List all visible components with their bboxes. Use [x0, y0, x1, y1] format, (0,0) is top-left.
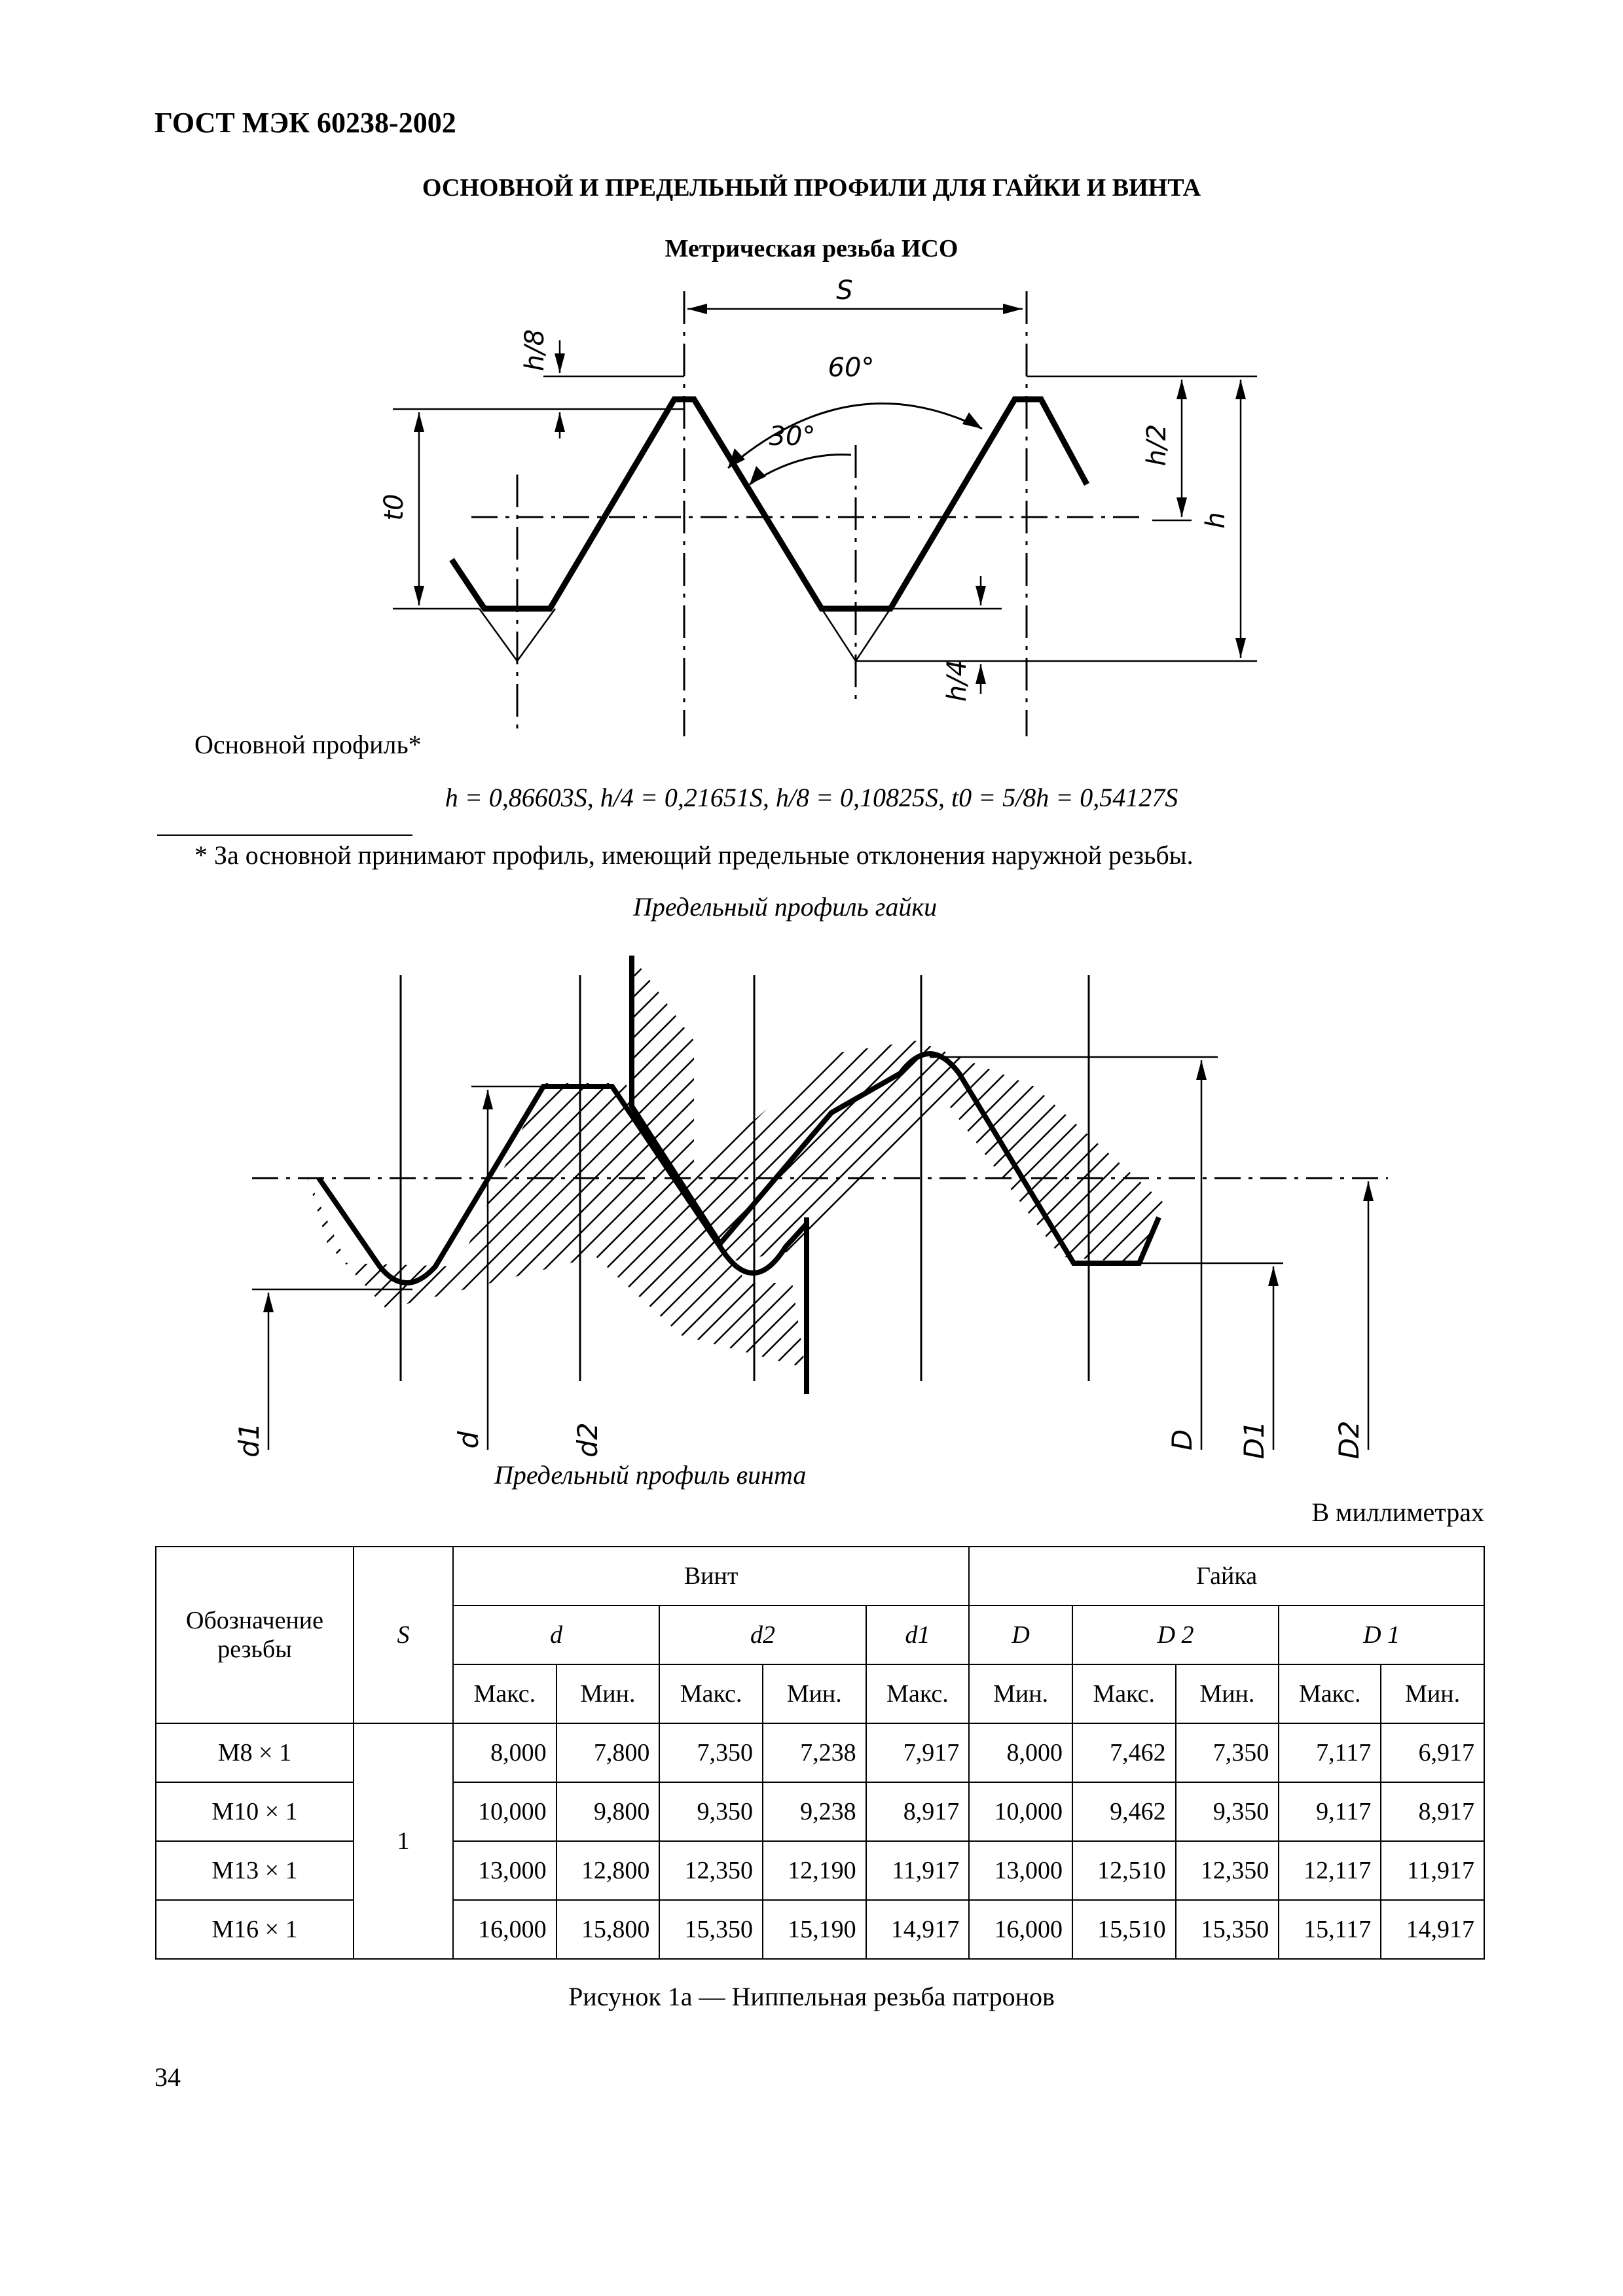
- cell: 12,117: [1279, 1841, 1381, 1900]
- min-header: Мин.: [969, 1664, 1072, 1723]
- cell: 12,350: [1176, 1841, 1279, 1900]
- limit-profile-diagram: [0, 916, 1623, 1486]
- dim-D-label: D: [1166, 1429, 1198, 1451]
- nut-profile-title: Предельный профиль гайки: [633, 892, 938, 922]
- col-designation-header: Обозначение резьбы: [156, 1547, 354, 1723]
- row-designation: M16 × 1: [156, 1900, 354, 1959]
- cell: 7,350: [659, 1723, 763, 1782]
- min-header: Мин.: [1176, 1664, 1279, 1723]
- cell: 14,917: [1381, 1900, 1484, 1959]
- dim-D1-label: D1: [1238, 1420, 1270, 1460]
- cell: 12,350: [659, 1841, 763, 1900]
- document-header: ГОСТ МЭК 60238-2002: [155, 107, 456, 139]
- cell: 6,917: [1381, 1723, 1484, 1782]
- units-label: В миллиметрах: [1311, 1498, 1484, 1527]
- angle-30-label: 30°: [769, 422, 816, 452]
- cell: 15,350: [659, 1900, 763, 1959]
- cell: 12,510: [1072, 1841, 1176, 1900]
- cell: 9,117: [1279, 1782, 1381, 1841]
- min-header: Мин.: [1381, 1664, 1484, 1723]
- basic-profile-caption: Основной профиль*: [194, 730, 422, 759]
- cell: 8,000: [453, 1723, 556, 1782]
- cell: 7,800: [556, 1723, 660, 1782]
- cell: 8,917: [866, 1782, 970, 1841]
- max-header: Макс.: [453, 1664, 556, 1723]
- screw-profile-title: Предельный профиль винта: [494, 1460, 807, 1490]
- section-title: ОСНОВНОЙ И ПРЕДЕЛЬНЫЙ ПРОФИЛИ ДЛЯ ГАЙКИ И ВИНТА: [422, 174, 1201, 202]
- cell: 7,350: [1176, 1723, 1279, 1782]
- cell: 14,917: [866, 1900, 970, 1959]
- group-screw-header: Винт: [453, 1547, 969, 1605]
- cell: 15,800: [556, 1900, 660, 1959]
- cell: 8,917: [1381, 1782, 1484, 1841]
- cell: 12,190: [763, 1841, 866, 1900]
- dim-h-label: h: [1201, 512, 1231, 529]
- min-header: Мин.: [763, 1664, 866, 1723]
- dim-d2-label: d2: [572, 1422, 604, 1458]
- sub-d2-header: d2: [659, 1605, 866, 1664]
- cell: 16,000: [453, 1900, 556, 1959]
- footnote-rule: [157, 834, 412, 836]
- basic-profile-diagram: [0, 275, 1623, 746]
- row-designation: M10 × 1: [156, 1782, 354, 1841]
- S-value: 1: [354, 1723, 453, 1959]
- cell: 7,462: [1072, 1723, 1176, 1782]
- cell: 8,000: [969, 1723, 1072, 1782]
- cell: 15,510: [1072, 1900, 1176, 1959]
- row-designation: M13 × 1: [156, 1841, 354, 1900]
- section-subtitle: Метрическая резьба ИСО: [665, 235, 958, 262]
- cell: 15,350: [1176, 1900, 1279, 1959]
- angle-60-label: 60°: [828, 353, 875, 383]
- cell: 15,190: [763, 1900, 866, 1959]
- sub-d-header: d: [453, 1605, 659, 1664]
- row-designation: M8 × 1: [156, 1723, 354, 1782]
- max-header: Макс.: [659, 1664, 763, 1723]
- cell: 9,800: [556, 1782, 660, 1841]
- max-header: Макс.: [866, 1664, 970, 1723]
- cell: 7,238: [763, 1723, 866, 1782]
- cell: 12,800: [556, 1841, 660, 1900]
- cell: 7,917: [866, 1723, 970, 1782]
- cell: 15,117: [1279, 1900, 1381, 1959]
- sub-D-header: D: [969, 1605, 1072, 1664]
- cell: 10,000: [453, 1782, 556, 1841]
- col-S-header: S: [354, 1547, 453, 1723]
- cell: 9,238: [763, 1782, 866, 1841]
- cell: 11,917: [1381, 1841, 1484, 1900]
- cell: 13,000: [453, 1841, 556, 1900]
- cell: 11,917: [866, 1841, 970, 1900]
- cell: 16,000: [969, 1900, 1072, 1959]
- formula: h = 0,86603S, h/4 = 0,21651S, h/8 = 0,10825S, t0 = 5/8h = 0,54127S: [445, 783, 1178, 812]
- dim-D2-label: D2: [1333, 1420, 1365, 1460]
- page-number: 34: [155, 2062, 181, 2092]
- dim-t0-label: t0: [379, 493, 409, 521]
- sub-D1-header: D 1: [1279, 1605, 1484, 1664]
- sub-D2-header: D 2: [1072, 1605, 1279, 1664]
- cell: 9,350: [1176, 1782, 1279, 1841]
- figure-caption: Рисунок 1а — Ниппельная резьба патронов: [568, 1982, 1055, 2011]
- dim-h8-label: h/8: [520, 329, 550, 372]
- cell: 7,117: [1279, 1723, 1381, 1782]
- min-header: Мин.: [556, 1664, 660, 1723]
- table-row: [156, 1723, 1484, 1782]
- dim-d-label: d: [452, 1431, 484, 1449]
- sub-d1-header: d1: [866, 1605, 970, 1664]
- dim-d1-label: d1: [233, 1422, 265, 1458]
- max-header: Макс.: [1279, 1664, 1381, 1723]
- thread-dimensions-table: [155, 1546, 1485, 1960]
- dim-h2-label: h/2: [1142, 423, 1172, 467]
- dim-h4-label: h/4: [942, 659, 972, 702]
- cell: 9,462: [1072, 1782, 1176, 1841]
- dim-S-label: S: [836, 276, 853, 306]
- cell: 10,000: [969, 1782, 1072, 1841]
- max-header: Макс.: [1072, 1664, 1176, 1723]
- group-nut-header: Гайка: [969, 1547, 1484, 1605]
- cell: 13,000: [969, 1841, 1072, 1900]
- footnote: * За основной принимают профиль, имеющий предельные отклонения наружной резьбы.: [194, 840, 1194, 870]
- cell: 9,350: [659, 1782, 763, 1841]
